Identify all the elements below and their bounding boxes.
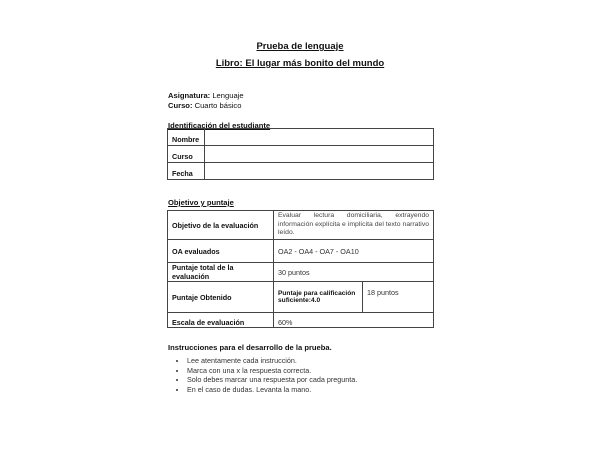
scale-label: Escala de evaluación [168,313,274,328]
page-subtitle: Libro: El lugar más bonito del mundo [215,58,385,69]
page-title: Prueba de lenguaje [256,41,344,52]
table-row [168,163,434,180]
pass-label: Puntaje para calificación suficiente:4.0 [274,282,363,313]
objective-heading: Objetivo y puntaje [168,198,234,207]
oa-value: OA2 - OA4 - OA7 - OA10 [274,240,434,263]
obtained-label: Puntaje Obtenido [168,282,274,313]
table-row [168,282,434,313]
pass-value: 18 puntos [363,282,434,313]
instructions-heading: Instrucciones para el desarrollo de la prueba. [168,343,332,352]
table-row [168,313,434,328]
instructions-list [175,356,357,394]
subject-line [168,91,244,100]
course-field[interactable] [205,146,434,163]
subject-value: Lenguaje [212,91,244,100]
objective-label: Objetivo de la evaluación [168,211,274,240]
course-field-label: Curso [168,146,205,163]
date-label: Fecha [168,163,205,180]
identification-table [167,128,434,180]
list-item: • Marca con una x la respuesta correcta. [187,366,357,376]
objective-value: Evaluar lectura domiciliaria, extrayendo información explícita e implícita del texto narrativo leído. [274,211,434,240]
scale-value: 60% [274,313,434,328]
course-label: Curso: [168,101,193,110]
course-value: Cuarto básico [194,101,242,110]
table-row [168,263,434,282]
oa-label: OA evaluados [168,240,274,263]
table-row [168,240,434,263]
name-field[interactable] [205,129,434,146]
date-field[interactable] [205,163,434,180]
course-line [168,101,241,110]
table-row [168,146,434,163]
identification-heading: Identificación del estudiante [168,121,271,130]
list-item: • Lee atentamente cada instrucción. [187,356,357,366]
total-value: 30 puntos [274,263,434,282]
total-label: Puntaje total de la evaluación [168,263,274,282]
subject-label: Asignatura: [168,91,211,100]
table-row [168,129,434,146]
objective-table [167,210,434,328]
table-row [168,211,434,240]
list-item: • En el caso de dudas. Levanta la mano. [187,385,357,395]
list-item: • Solo debes marcar una respuesta por cada pregunta. [187,375,357,385]
name-label: Nombre [168,129,205,146]
